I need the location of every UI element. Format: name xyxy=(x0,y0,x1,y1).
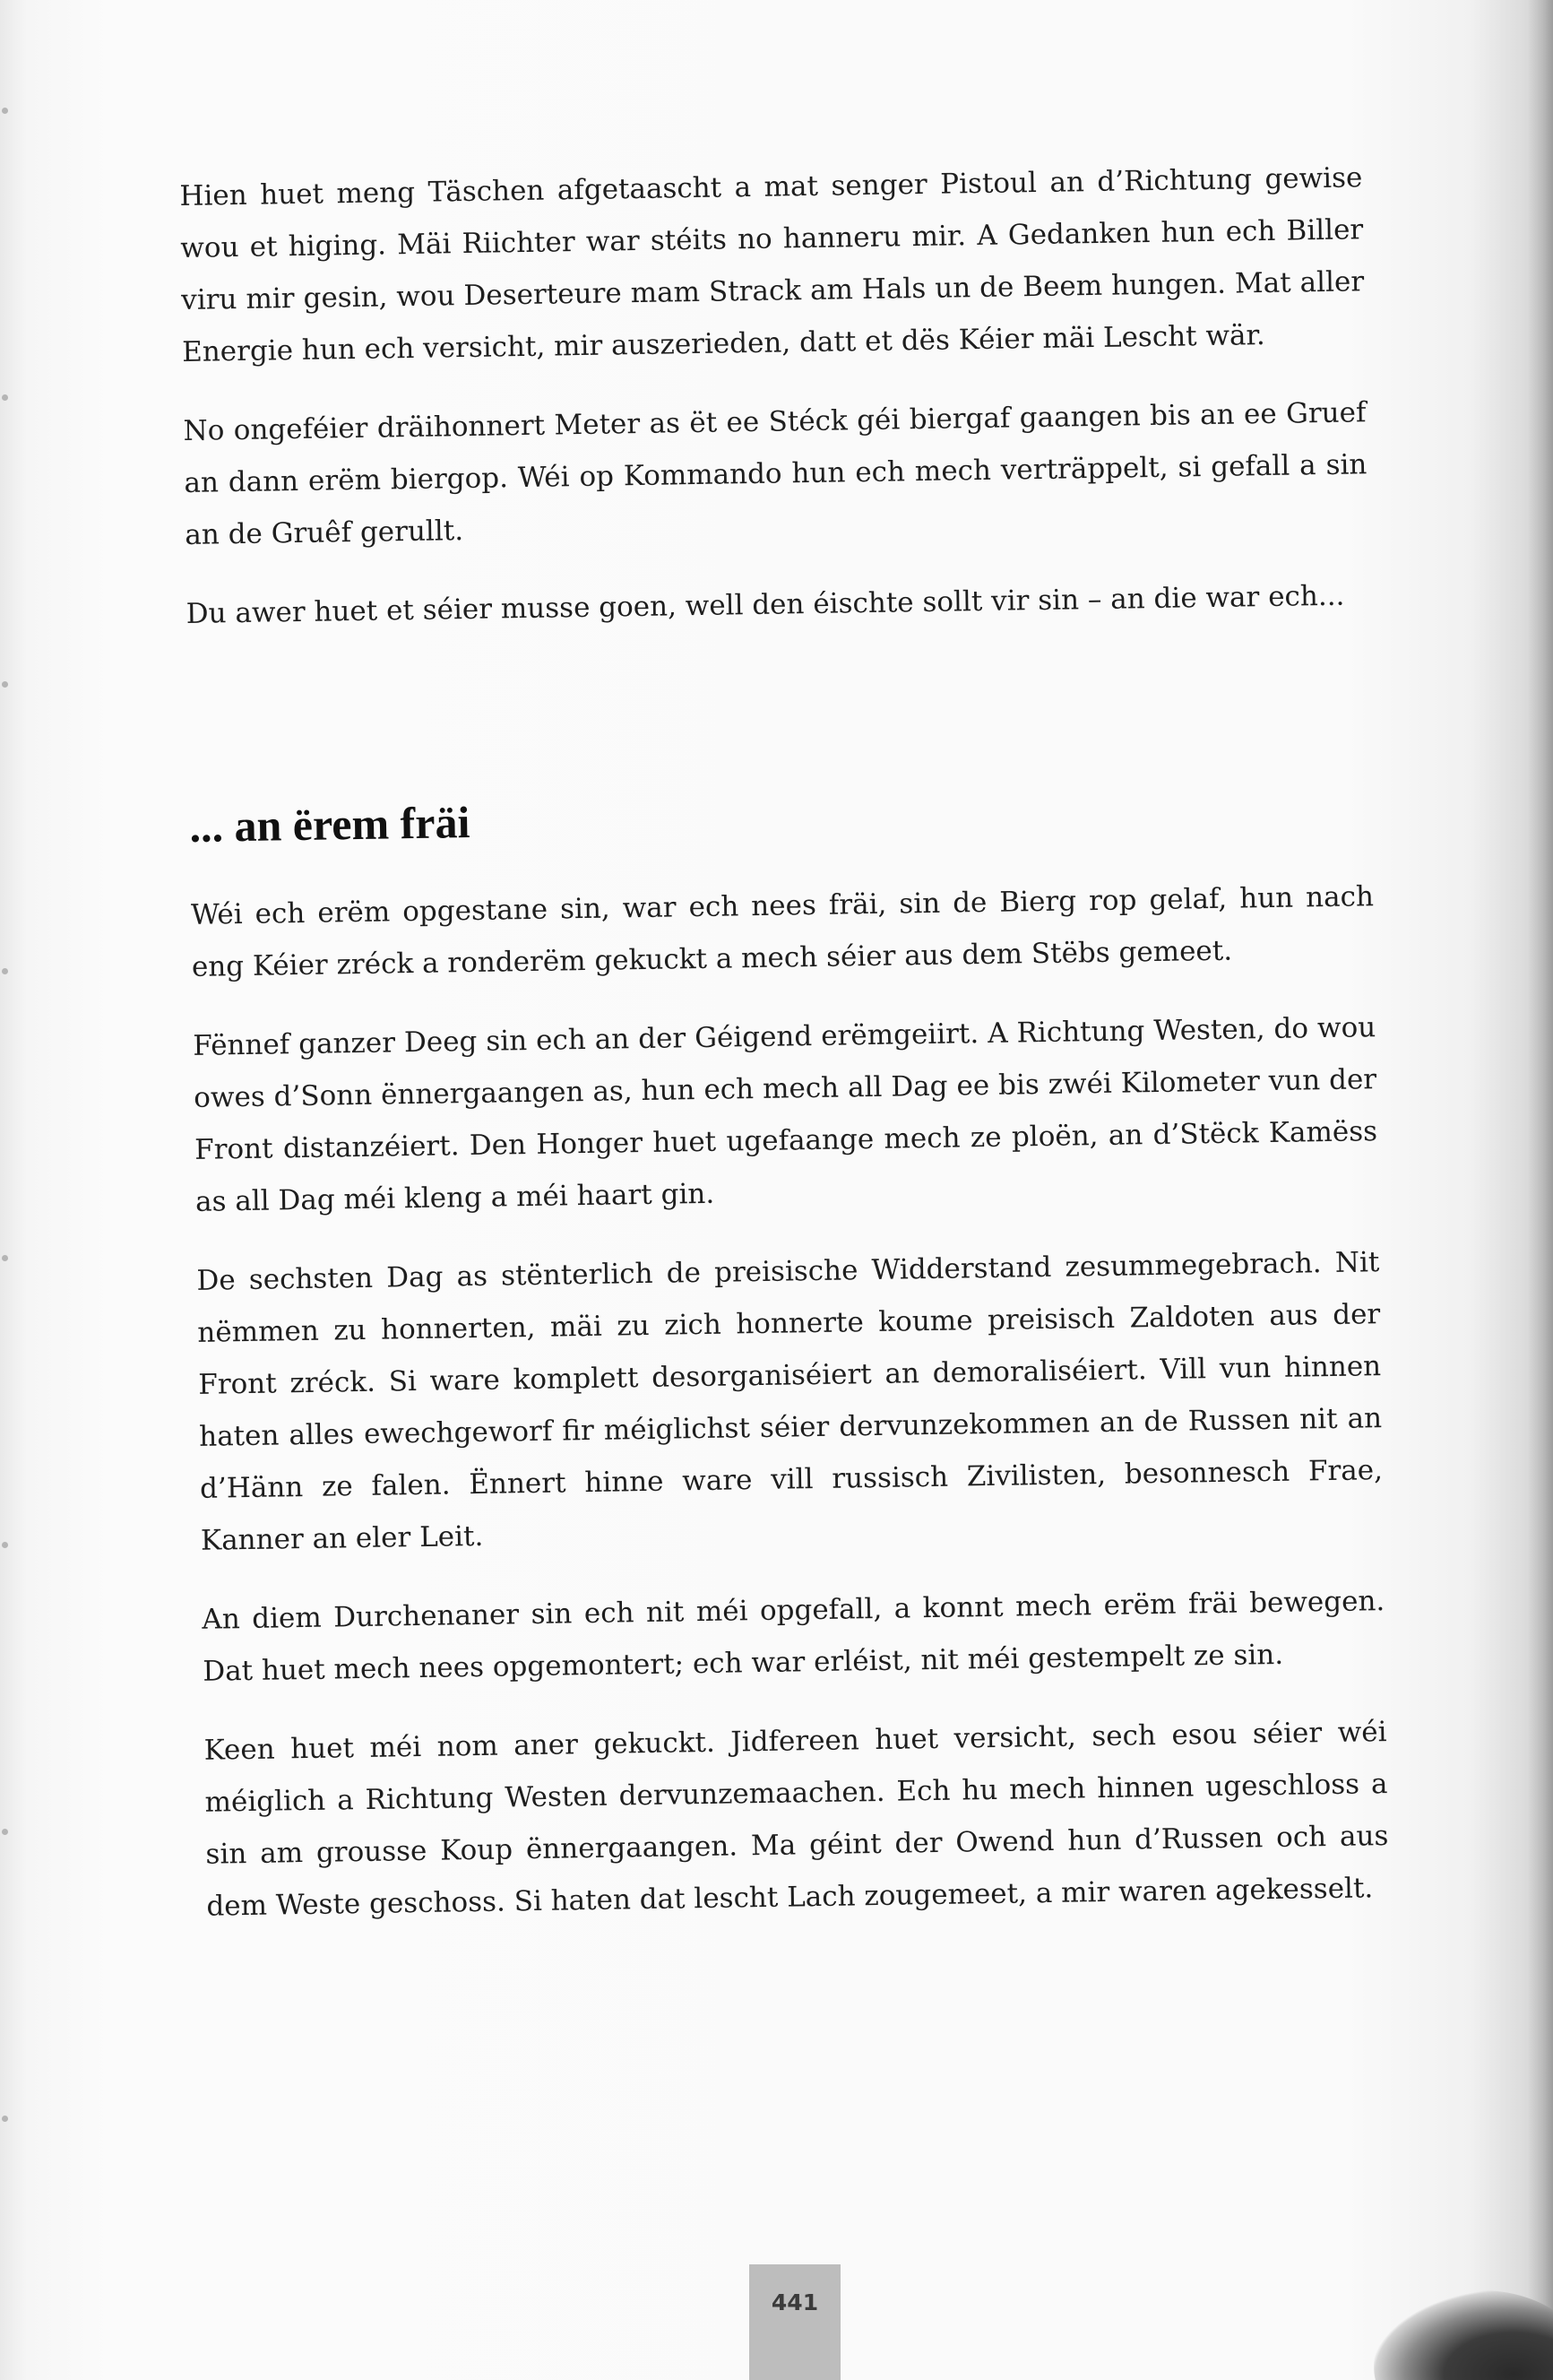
binding-hole xyxy=(2,968,8,974)
paragraph: Wéi ech erëm opgestane sin, war ech nees fräi, sin de Bierg rop gelaf, hun nach eng Kéier zréck a ronderëm gekuckt a mech séier aus dem Stëbs gemeet. xyxy=(190,880,1375,983)
paragraph: No ongeféier dräihonnert Meter as ët ee Stéck géi biergaf gaangen bis an ee Gruef an dann erëm biergop. Wéi op Kommando hun ech mech verträppelt, si gefall a sin an de Gruêf gerullt. xyxy=(183,396,1368,551)
binding-hole xyxy=(2,2116,8,2122)
paragraph: Du awer huet et séier musse goen, well den éischte sollt vir sin – an die war ech... xyxy=(185,579,1345,630)
binding-hole xyxy=(2,394,8,401)
binding-hole xyxy=(2,681,8,688)
paragraph: Keen huet méi nom aner gekuckt. Jidfereen huet versicht, sech esou séier wéi méiglich a Richtung Westen dervunzemaachen. Ech hu mech hinnen ugeschloss a sin am grousse Koup ënnergaangen. Ma géint der Owend hun d’Russen och aus dem Weste geschoss. Si haten dat lescht Lach zougemeet, a mir waren agekesselt. xyxy=(203,1716,1389,1923)
binding-hole xyxy=(2,1542,8,1548)
page-curl xyxy=(1374,2290,1553,2380)
binding-hole xyxy=(2,1829,8,1835)
page-edge-shadow xyxy=(1528,0,1553,2380)
binding-edge xyxy=(0,0,13,2380)
paragraph: An diem Durchenaner sin ech nit méi opgefall, a konnt mech erëm fräi bewegen. Dat huet mech nees opgemontert; ech war erléist, nit méi gestempelt ze sin. xyxy=(202,1585,1385,1688)
page-text xyxy=(179,151,1390,1959)
page-number-tab xyxy=(749,2264,841,2380)
paragraph: Fënnef ganzer Deeg sin ech an der Géigend erëmgeiirt. A Richtung Westen, do wou owes d’Sonn ënnergaangen as, hun ech mech all Dag ee bis zwéi Kilometer vun der Front distanzéiert. Den Honger huet ugefaange mech ze ploën, an d’Stëck Kamëss as all Dag méi kleng a méi haart gin. xyxy=(193,1011,1378,1218)
paragraph: Hien huet meng Täschen afgetaascht a mat senger Pistoul an d’Richtung gewise wou et higing. Mäi Riichter war stéits no hanneru mir. A Gedanken hun ech Biller viru mir gesin, wou Deserteure mam Strack am Hals un de Beem hungen. Mat aller Energie hun ech versicht, mir auszerieden, datt et dës Kéier mäi Lescht wär. xyxy=(179,161,1365,368)
binding-hole xyxy=(2,1255,8,1261)
page-number: 441 xyxy=(771,2289,819,2315)
section-heading: ... an ërem fräi xyxy=(189,796,470,852)
paragraph: De sechsten Dag as stënterlich de preisische Widderstand zesummegebrach. Nit nëmmen zu honnerten, mäi zu zich honnerte koume preisisch Zaldoten aus der Front zréck. Si ware komplett desorganiséiert an demoraliséiert. Vill vun hinnen haten alles ewechgeworf fir méiglichst séier dervunzekommen an de Russen nit an d’Hänn ze falen. Ënnert hinne ware vill russisch Zivilisten, besonnesch Frae, Kanner an eler Leit. xyxy=(196,1246,1384,1557)
binding-hole xyxy=(2,108,8,114)
